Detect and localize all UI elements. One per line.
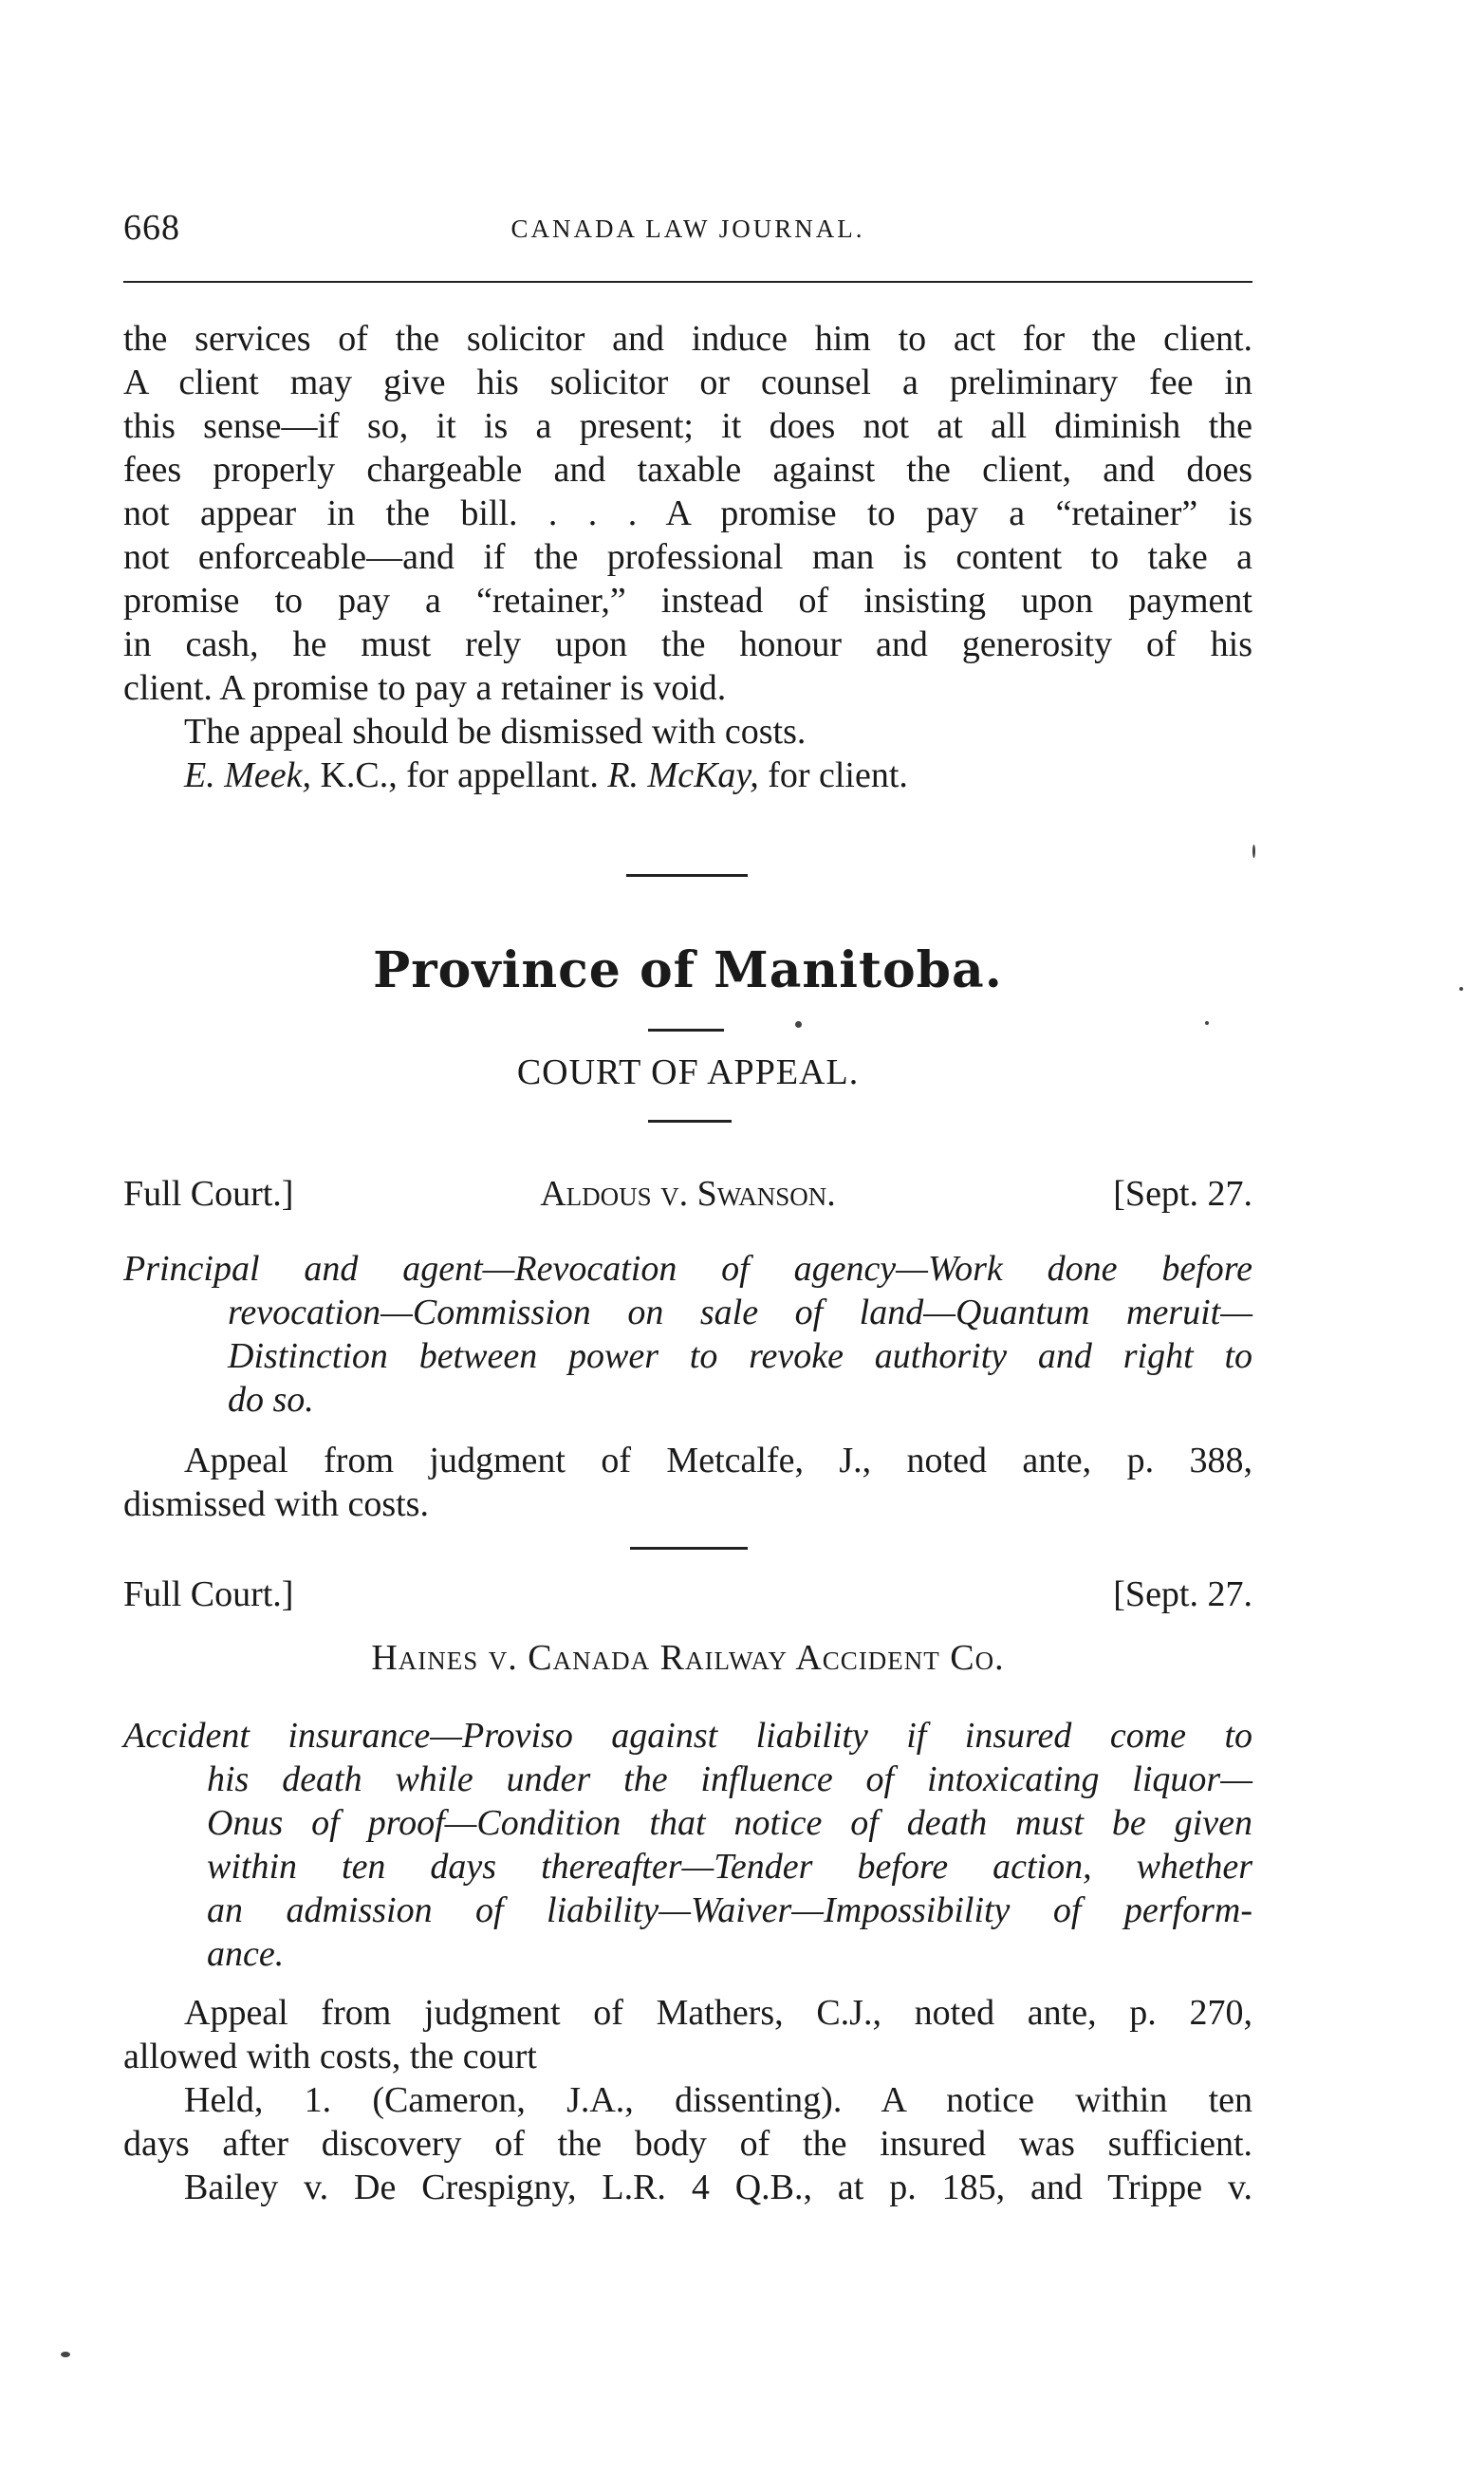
case-date: [Sept. 27. (1113, 1574, 1252, 1614)
dismissal-line: The appeal should be dismissed with costs. (184, 712, 807, 752)
opening-paragraph (123, 317, 1252, 797)
disposition-line: dismissed with costs. (123, 1484, 429, 1524)
scan-speck (1205, 1021, 1209, 1025)
headnote-line: revocation—Commission on sale of land—Quantum meruit— (228, 1293, 1252, 1332)
paragraph-line: this sense—if so, it is a present; it does not at all diminish the (123, 406, 1252, 446)
case-header (123, 1173, 1252, 1220)
counsel-line (123, 754, 1252, 797)
disposition-line: Appeal from judgment of Metcalfe, J., noted ante, p. 388, (184, 1441, 1252, 1480)
appellant-counsel-role: K.C., for appellant. (310, 755, 608, 795)
court-label: Full Court.] (123, 1174, 294, 1214)
case-title: Aldous v. Swanson. (540, 1174, 836, 1214)
client-counsel-name: R. McKay, (607, 755, 759, 795)
case-disposition (123, 1439, 1252, 1526)
disposition-line: Appeal from judgment of Mathers, C.J., noted ante, p. 270, (184, 1993, 1252, 2033)
held-line: Held, 1. (Cameron, J.A., dissenting). A notice within ten (184, 2080, 1252, 2120)
province-heading: Province of Manitoba. (373, 941, 1003, 999)
paragraph-line: not appear in the bill. . . . A promise to pay a “retainer” is (123, 493, 1252, 533)
heading-divider (648, 1120, 732, 1123)
running-head: CANADA LAW JOURNAL. (510, 214, 865, 243)
case-title: Haines v. Canada Railway Accident Co. (371, 1638, 1005, 1678)
citation-line: Bailey v. De Crespigny, L.R. 4 Q.B., at p. 185, and Trippe v. (184, 2168, 1252, 2207)
client-counsel-role: for client. (758, 755, 908, 795)
headnote-line: do so. (228, 1380, 314, 1420)
headnote-line: an admission of liability—Waiver—Impossibility of perform- (207, 1890, 1252, 1930)
headnote-line: his death while under the influence of intoxicating liquor— (207, 1759, 1252, 1799)
court-heading: COURT OF APPEAL. (516, 1052, 860, 1092)
court-label: Full Court.] (123, 1574, 294, 1614)
headnote-line: Distinction between power to revoke authority and right to (228, 1336, 1252, 1376)
heading-divider (648, 1029, 724, 1032)
scan-speck (1459, 987, 1463, 991)
case-date: [Sept. 27. (1113, 1174, 1252, 1214)
header-rule (123, 281, 1252, 283)
page-header (123, 207, 1252, 283)
held-line: days after discovery of the body of the insured was sufficient. (123, 2124, 1252, 2164)
paragraph-line: the services of the solicitor and induce him to act for the client. (123, 319, 1252, 359)
headnote-line: Onus of proof—Condition that notice of death must be given (207, 1803, 1252, 1843)
scan-speck (795, 1021, 802, 1028)
headnote-line: ance. (207, 1934, 285, 1974)
paragraph-line: A client may give his solicitor or counsel a preliminary fee in (123, 363, 1252, 402)
scan-speck (61, 2352, 70, 2357)
case-divider (630, 1547, 748, 1550)
case-headnote (123, 1247, 1252, 1422)
disposition-line: allowed with costs, the court (123, 2037, 537, 2076)
paragraph-line: promise to pay a “retainer,” instead of insisting upon payment (123, 581, 1252, 621)
case-headnote (123, 1714, 1252, 1976)
appellant-counsel-name: E. Meek, (184, 755, 311, 795)
paragraph-line: fees properly chargeable and taxable against the client, and does (123, 450, 1252, 490)
case-header (123, 1573, 1252, 1621)
page-number: 668 (123, 208, 180, 248)
paragraph-line: not enforceable—and if the professional man is content to take a (123, 537, 1252, 577)
headnote-line: Principal and agent—Revocation of agency—Work done before (123, 1249, 1252, 1289)
paragraph-line: client. A promise to pay a retainer is void. (123, 668, 727, 708)
case-disposition (123, 1991, 1252, 2209)
section-divider (626, 874, 748, 877)
headnote-line: Accident insurance—Proviso against liability if insured come to (123, 1716, 1252, 1756)
paragraph-line: in cash, he must rely upon the honour and generosity of his (123, 624, 1252, 664)
headnote-line: within ten days thereafter—Tender before action, whether (207, 1847, 1252, 1887)
scan-speck (1252, 845, 1255, 858)
